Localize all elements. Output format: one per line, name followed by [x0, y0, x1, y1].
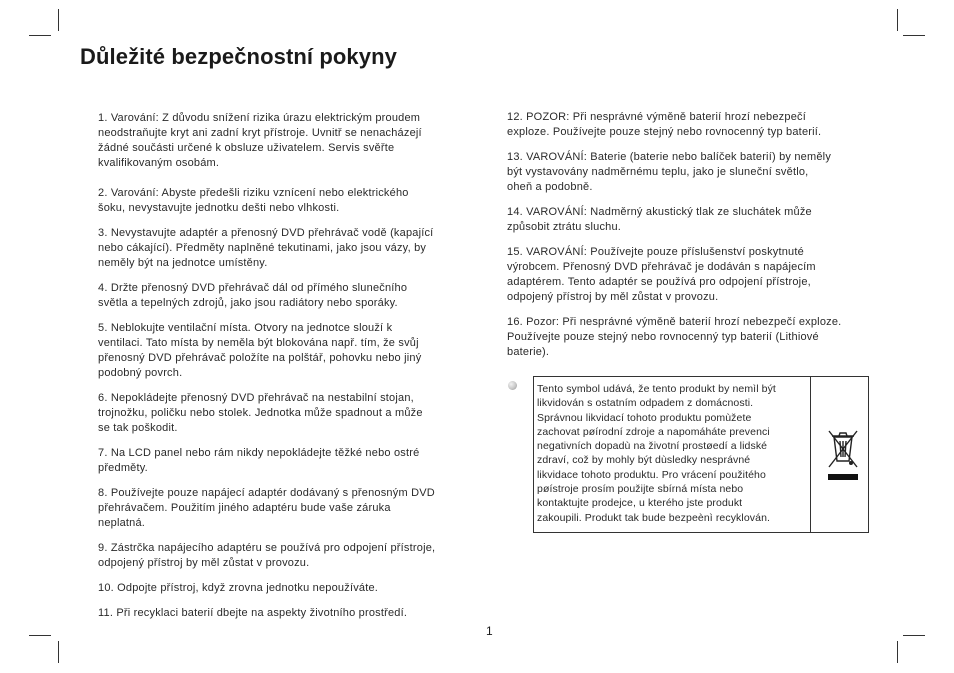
crop-mark — [58, 9, 59, 31]
crop-mark — [29, 35, 51, 36]
safety-item-4: 4. Držte přenosný DVD přehrávač dál od přímého slunečního světla a tepelných zdrojů, jako jsou radiátory nebo sporáky. — [98, 282, 408, 309]
page-number: 1 — [486, 624, 493, 638]
safety-item-16: 16. Pozor: Při nesprávné výměně baterií hrozí nebezpečí exploze. Používejte pouze stejný nebo rovnocenný typ baterií (Lithiové baterie). — [507, 316, 842, 358]
safety-item-9: 9. Zástrčka napájecího adaptéru se používá pro odpojení přístroje, odpojený přístroj by měl zůstat v provozu. — [98, 542, 436, 569]
crop-mark — [903, 35, 925, 36]
safety-item-15: 15. VAROVÁNÍ: Používejte pouze příslušenství poskytnuté výrobcem. Přenosný DVD přehrávač je dodáván s napájecím adaptérem. Tento adaptér se používá pro odpojení přístroje, odpojený přístroj by měl zůstat v provozu. — [507, 246, 816, 303]
safety-item-7: 7. Na LCD panel nebo rám nikdy nepokládejte těžké nebo ostré předměty. — [98, 447, 420, 474]
safety-item-10: 10. Odpojte přístroj, když zrovna jednotku nepoužíváte. — [98, 582, 379, 594]
safety-item-12: 12. POZOR: Při nesprávné výměně baterií hrozí nebezpečí exploze. Používejte pouze stejný nebo rovnocenný typ baterií. — [507, 111, 822, 138]
crop-mark — [903, 635, 925, 636]
safety-item-8: 8. Používejte pouze napájecí adaptér dodávaný s přenosným DVD přehrávačem. Použitím jiného adaptéru bude vaše záruka neplatná. — [98, 487, 435, 529]
safety-item-5: 5. Neblokujte ventilační místa. Otvory na jednotce slouží k ventilaci. Tato místa by neměla být blokována např. tím, že svůj přenosný DVD přehrávač položíte na polštář, pohovku nebo jiný podobný povrch. — [98, 322, 422, 379]
bullet-icon — [508, 381, 517, 390]
safety-item-11: 11. Při recyklaci baterií dbejte na aspekty životního prostředí. — [98, 607, 408, 619]
crop-mark — [897, 9, 898, 31]
safety-item-6: 6. Nepokládejte přenosný DVD přehrávač na nestabilní stojan, trojnožku, poličku nebo stolek. Jednotka může spadnout a může se tak poškodit. — [98, 392, 423, 434]
left-column — [98, 111, 470, 621]
crop-mark — [29, 635, 51, 636]
crossed-out-wheeled-bin-icon — [824, 427, 862, 485]
crop-mark — [897, 641, 898, 663]
right-column — [507, 110, 872, 360]
notice-divider — [810, 377, 811, 532]
recycling-notice-text: Tento symbol udává, že tento produkt by nemìl být likvidován s ostatním odpadem z domácnosti. Správnou likvidací tohoto produktu pomùžete zachovat pøírodní zdroje a napomáháte prevenci negativních dopadù na životní prostøedí a lidské zdraví, což by mohly být dùsledky nesprávné likvidace tohoto produktu. Pro vrácení použitého pøístroje prosím použijte sbírná místa nebo kontaktujte prodejce, u kterého jste produkt zakoupili. Produkt tak bude bezpeènì recyklován. — [537, 383, 776, 524]
page-title: Důležité bezpečnostní pokyny — [80, 44, 397, 69]
safety-item-2: 2. Varování: Abyste předešli riziku vznícení nebo elektrického šoku, nevystavujte jednotku dešti nebo vlhkosti. — [98, 187, 409, 214]
safety-item-3: 3. Nevystavujte adaptér a přenosný DVD přehrávač vodě (kapající nebo cákající). Předměty naplněné tekutinami, jako jsou vázy, by neměly být na jednotce umístěny. — [98, 227, 434, 269]
crop-mark — [58, 641, 59, 663]
safety-item-13: 13. VAROVÁNÍ: Baterie (baterie nebo balíček baterií) by neměly být vystavovány nadměrnému teplu, jako je sluneční světlo, oheň a podobně. — [507, 151, 832, 193]
safety-item-14: 14. VAROVÁNÍ: Nadměrný akustický tlak ze sluchátek může způsobit ztrátu sluchu. — [507, 206, 812, 233]
recycling-notice-box — [533, 376, 869, 533]
safety-item-1: 1. Varování: Z důvodu snížení rizika úrazu elektrickým proudem neodstraňujte kryt ani zadní kryt přístroje. Uvnitř se nenacházejí žádné součásti určené k obsluze uživatelem. Servis svěřte kvalifikovaným osobám. — [98, 112, 422, 169]
